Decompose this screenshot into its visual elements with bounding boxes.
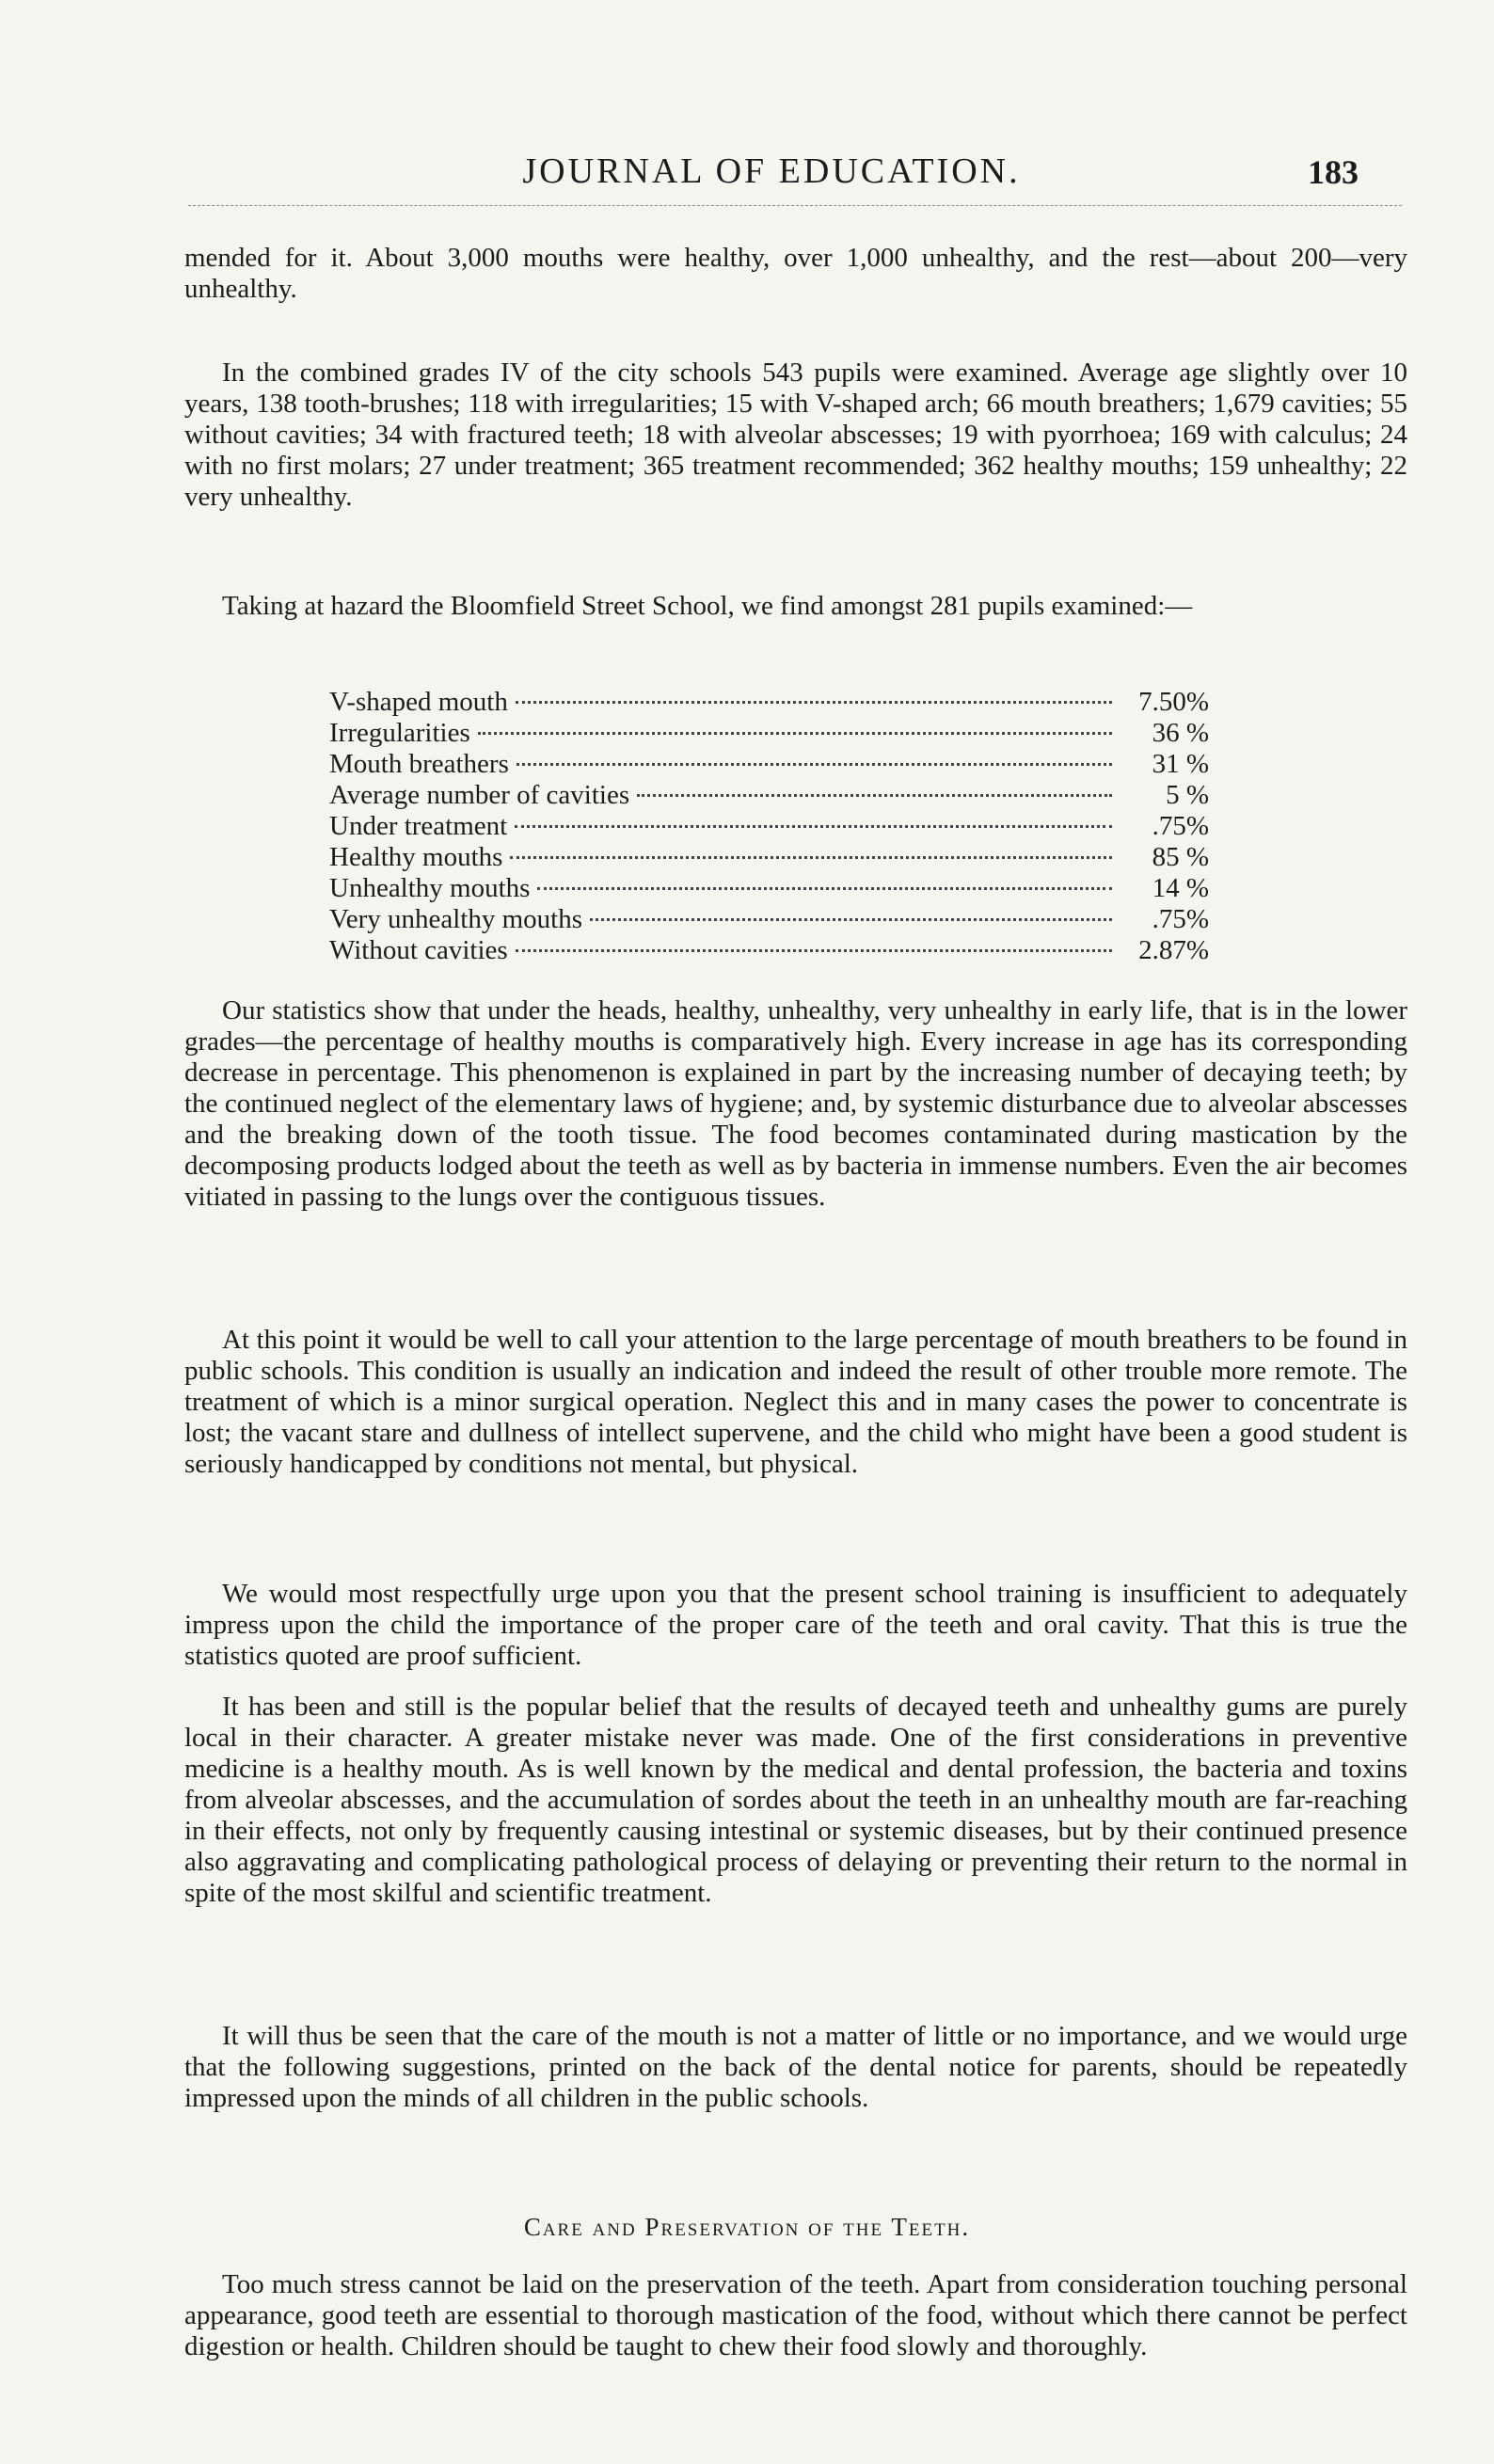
stat-value: 7.50%: [1138, 687, 1209, 717]
leader-dots: [478, 732, 1112, 735]
page-number: 183: [1308, 153, 1359, 191]
stat-label: Irregularities: [329, 718, 470, 748]
stat-row: [329, 811, 1209, 842]
stat-value: .75%: [1152, 904, 1209, 934]
stat-row: [329, 935, 1209, 966]
leader-dots: [537, 887, 1112, 890]
stat-label: Without cavities: [329, 935, 508, 965]
page-header: [0, 151, 1494, 207]
stat-value: 5 %: [1166, 780, 1209, 810]
stat-value: 36 %: [1152, 718, 1209, 748]
leader-dots: [516, 949, 1112, 952]
leader-dots: [510, 856, 1112, 859]
stat-value: 14 %: [1152, 873, 1209, 903]
header-rule: [188, 205, 1402, 206]
stats-table: [329, 687, 1209, 966]
stat-label: Mouth breathers: [329, 749, 509, 779]
stat-row: [329, 780, 1209, 811]
stat-label: Healthy mouths: [329, 842, 503, 872]
stat-row: [329, 718, 1209, 749]
stat-label: Unhealthy mouths: [329, 873, 531, 903]
stat-row: [329, 842, 1209, 873]
paragraph-preservation: Too much stress cannot be laid on the preservation of the teeth. Apart from consideration touching personal appearance, good teeth are essential to thorough mastication of the food, without which there cannot be perfect digestion or health. Children should be taught to chew their food slowly and thoroughly.: [184, 2269, 1407, 2361]
stat-label: V-shaped mouth: [329, 687, 508, 717]
paragraph-bloomfield-intro: Taking at hazard the Bloomfield Street School, we find amongst 281 pupils examined:—: [222, 591, 1193, 621]
leader-dots: [515, 825, 1112, 828]
stat-label: Very unhealthy mouths: [329, 904, 583, 934]
leader-dots: [517, 763, 1112, 766]
stat-value: 2.87%: [1138, 935, 1209, 965]
paragraph-school-training: We would most respectfully urge upon you that the present school training is insufficient to adequately impress upon the child the importance of the proper care of the teeth and oral cavity. That this is true the statistics quoted are proof sufficient.: [184, 1579, 1407, 1671]
stat-value: 85 %: [1152, 842, 1209, 872]
stat-value: .75%: [1152, 811, 1209, 841]
stat-row: [329, 749, 1209, 780]
stat-row: [329, 904, 1209, 935]
leader-dots: [590, 918, 1112, 921]
running-title: JOURNAL OF EDUCATION.: [522, 151, 1021, 191]
stat-row: [329, 687, 1209, 718]
stat-label: Average number of cavities: [329, 780, 630, 810]
paragraph-popular-belief: It has been and still is the popular belief that the results of decayed teeth and unhealthy gums are purely local in their character. A greater mistake never was made. One of the first considerations in preventive medicine is a healthy mouth. As is well known by the medical and dental profession, the bacteria and toxins from alveolar abscesses, and the accumulation of sordes about the teeth in an unhealthy mouth are far-reaching in their effects, not only by frequently causing intestinal or systemic diseases, but by their continued presence also aggravating and complicating pathological process of delaying or preventing their return to the normal in spite of the most skilful and scientific treatment.: [184, 1692, 1407, 1908]
leader-dots: [637, 794, 1112, 797]
stat-label: Under treatment: [329, 811, 508, 841]
stat-value: 31 %: [1152, 749, 1209, 779]
stat-row: [329, 873, 1209, 904]
paragraph-care-of-mouth: It will thus be seen that the care of the mouth is not a matter of little or no importance, and we would urge that the following suggestions, printed on the back of the dental notice for parents, should be repeatedly impressed upon the minds of all children in the public schools.: [184, 2021, 1407, 2113]
section-heading: Care and Preservation of the Teeth.: [523, 2213, 971, 2241]
leader-dots: [516, 701, 1112, 704]
paragraph-mouth-breathers: At this point it would be well to call your attention to the large percentage of mouth breathers to be found in public schools. This condition is usually an indication and indeed the result of other trouble more remote. The treatment of which is a minor surgical operation. Neglect this and in many cases the power to concentrate is lost; the vacant stare and dullness of intellect supervene, and the child who might have been a good student is seriously handicapped by conditions not mental, but physical.: [184, 1325, 1407, 1479]
paragraph-statistics: Our statistics show that under the heads, healthy, unhealthy, very unhealthy in early life, that is in the lower grades—the percentage of healthy mouths is comparatively high. Every increase in age has its corresponding decrease in percentage. This phenomenon is explained in part by the increasing number of decaying teeth; by the continued neglect of the elementary laws of hygiene; and, by systemic disturbance due to alveolar abscesses and the breaking down of the tooth tissue. The food becomes contaminated during mastication by the decomposing products lodged about the teeth as well as by bacteria in immense numbers. Even the air becomes vitiated in passing to the lungs over the contiguous tissues.: [184, 995, 1407, 1212]
paragraph-grades-iv: In the combined grades IV of the city schools 543 pupils were examined. Average age slightly over 10 years, 138 tooth-brushes; 118 with irregularities; 15 with V-shaped arch; 66 mouth breathers; 1,679 cavities; 55 without cavities; 34 with fractured teeth; 18 with alveolar abscesses; 19 with pyorrhoea; 169 with calculus; 24 with no first molars; 27 under treatment; 365 treatment recommended; 362 healthy mouths; 159 unhealthy; 22 very unhealthy.: [184, 358, 1407, 512]
paragraph-continuation: mended for it. About 3,000 mouths were healthy, over 1,000 unhealthy, and the rest—about 200—very unhealthy.: [184, 243, 1407, 304]
